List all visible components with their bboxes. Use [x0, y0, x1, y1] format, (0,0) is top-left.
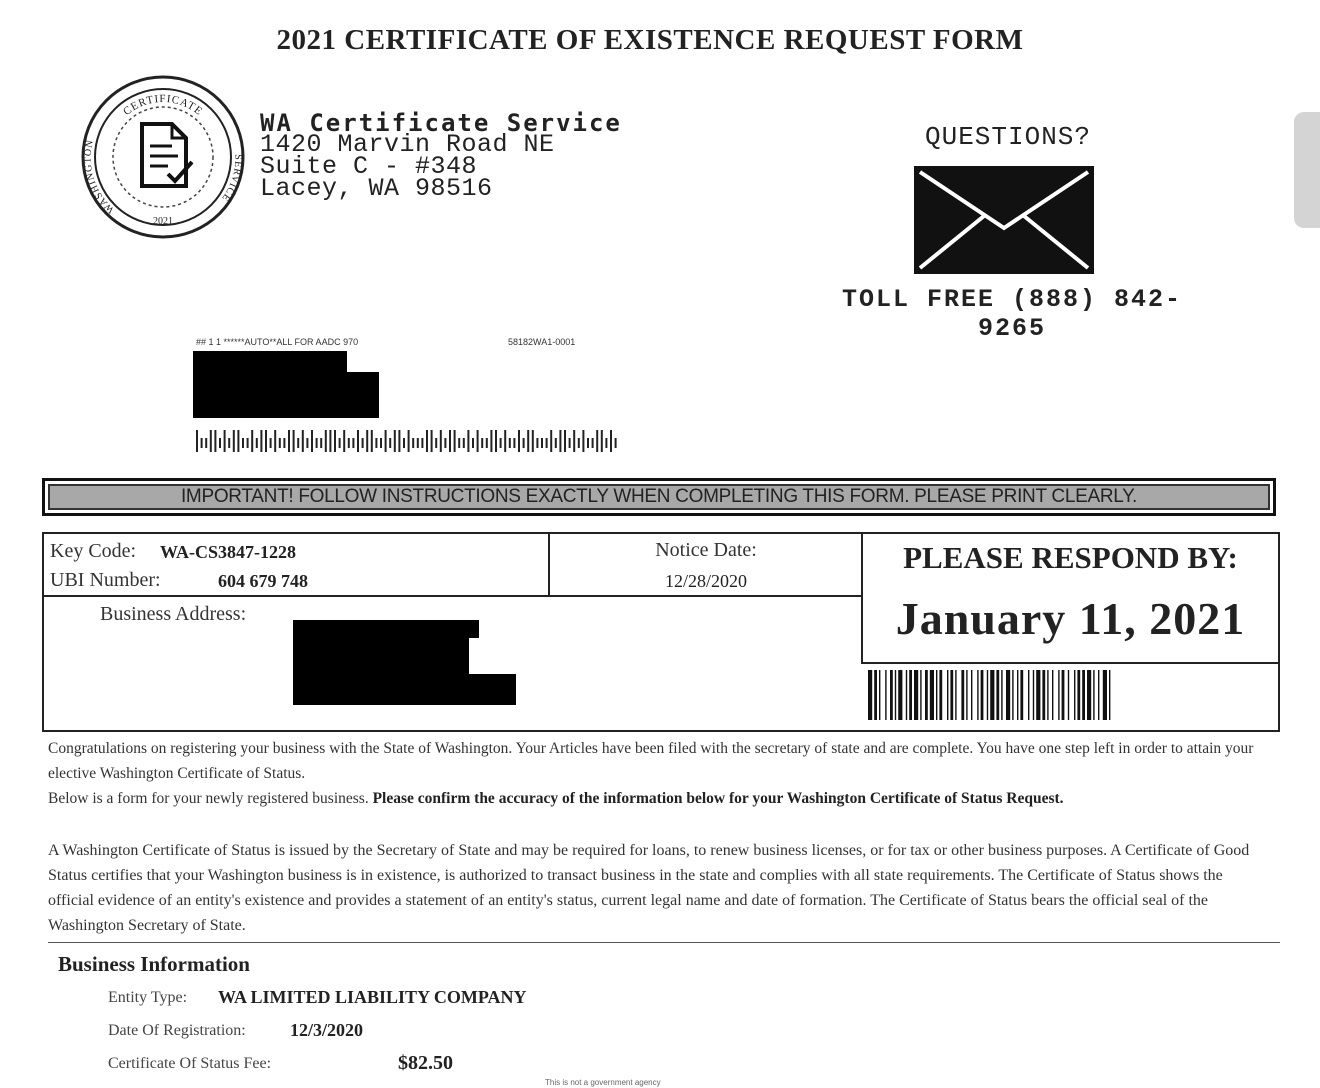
- barcode-bar: [509, 438, 511, 448]
- barcode-bar: [885, 670, 886, 720]
- barcode-bar: [375, 438, 377, 448]
- certificate-seal: [80, 74, 246, 240]
- redaction-block: [293, 620, 479, 638]
- barcode-bar: [977, 670, 978, 720]
- barcode-bar: [247, 438, 249, 448]
- barcode-bar: [279, 438, 281, 448]
- barcode-bar: [490, 430, 492, 452]
- notice-date-label: Notice Date:: [655, 539, 757, 561]
- barcode-bar: [283, 438, 285, 448]
- intro-paragraph: Congratulations on registering your business with the State of Washington. Your Articles have been filed with the secretary of state and are complete. You have one step left in order to attain your elective Washington Certificate of Status.: [48, 740, 1254, 782]
- barcode-bar: [214, 430, 216, 452]
- envelope-icon: [914, 166, 1094, 274]
- key-code-label: Key Code:: [50, 540, 137, 562]
- certificate-explanation: A Washington Certificate of Status is issued by the Secretary of State and may be required for loans, to renew business licenses, or for tax or other business purposes. A Certificate of Good Status certifies that your Washington business is in existence, is authorized to transact business in the state and complies with all state requirements. The Certificate of Status shows the official evidence of an entity's existence and provides a statement of an entity's status, current legal name and date of formation. The Certificate of Status bears the official seal of the Washington Secretary of State.: [48, 842, 1250, 934]
- barcode-bar: [1093, 670, 1094, 720]
- business-info-heading: Business Information: [58, 952, 250, 976]
- barcode-bar: [939, 670, 942, 720]
- barcode-bar: [481, 438, 483, 448]
- barcode-bar: [868, 670, 872, 720]
- barcode-bar: [251, 430, 253, 452]
- barcode-bar: [559, 430, 561, 452]
- barcode-bar: [228, 438, 230, 448]
- barcode-bar: [380, 438, 382, 448]
- barcode-bar: [513, 438, 515, 448]
- barcode-bar: [527, 430, 529, 452]
- barcode-bar: [909, 670, 912, 720]
- barcode-bar: [201, 438, 203, 448]
- notice-date-value: 12/28/2020: [664, 571, 747, 591]
- barcode-bar: [1074, 670, 1075, 720]
- barcode-bar: [615, 438, 617, 448]
- barcode-bar: [1098, 670, 1099, 720]
- important-notice: [42, 478, 1276, 516]
- seal-year: 2021: [153, 216, 173, 227]
- barcode-bar: [1012, 670, 1013, 720]
- mail-sort-line: ## 1 1 ******AUTO**ALL FOR AADC 970: [196, 337, 359, 347]
- barcode-bar: [306, 438, 308, 448]
- redaction-block: [193, 351, 347, 373]
- instruction-paragraph: [48, 786, 1268, 811]
- barcode-bar: [1087, 670, 1091, 720]
- barcode-bar: [966, 670, 967, 720]
- barcode-bar: [906, 670, 907, 720]
- sender-line-1: 1420 Marvin Road NE: [260, 130, 555, 159]
- redaction-block: [193, 372, 379, 418]
- seal-left-text: WASHINGTON: [82, 138, 117, 216]
- barcode-bar: [274, 430, 276, 452]
- barcode-bar: [1001, 670, 1002, 720]
- barcode-bar: [444, 438, 446, 448]
- barcode-bar: [550, 430, 552, 452]
- barcode-bar: [352, 438, 354, 448]
- redaction-block: [293, 674, 516, 705]
- fee-label: Certificate Of Status Fee:: [108, 1055, 272, 1072]
- barcode-bar: [486, 438, 488, 448]
- barcode-bar: [454, 430, 456, 452]
- barcode-bar: [1058, 670, 1059, 720]
- barcode-bar: [357, 430, 359, 452]
- barcode-icon: [866, 670, 1272, 722]
- seal-right-text: SERVICE: [218, 154, 244, 204]
- barcode-bar: [224, 430, 226, 452]
- respond-by-date: January 11, 2021: [895, 593, 1246, 644]
- barcode-bar: [288, 430, 290, 452]
- barcode-bar: [936, 670, 937, 720]
- barcode-bar: [339, 438, 341, 448]
- barcode-bar: [596, 430, 598, 452]
- barcode-bar: [394, 430, 396, 452]
- barcode-bar: [532, 430, 534, 452]
- sender-line-2: Suite C - #348: [260, 152, 478, 181]
- barcode-bar: [366, 430, 368, 452]
- barcode-bar: [874, 670, 877, 720]
- instruction-text: Below is a form for your newly registered business.: [48, 790, 373, 807]
- barcode-bar: [371, 430, 373, 452]
- barcode-bar: [311, 430, 313, 452]
- barcode-bar: [1047, 670, 1048, 720]
- ubi-value: 604 679 748: [218, 571, 308, 591]
- barcode-bar: [1017, 670, 1018, 720]
- scrollbar-handle[interactable]: [1294, 112, 1320, 228]
- key-code-value: WA-CS3847-1228: [160, 542, 297, 562]
- respond-by-label: PLEASE RESPOND BY:: [903, 540, 1238, 575]
- barcode-bar: [947, 670, 948, 720]
- barcode-bar: [610, 430, 612, 452]
- barcode-bar: [990, 670, 994, 720]
- barcode-bar: [1033, 670, 1034, 720]
- barcode-bar: [458, 438, 460, 448]
- barcode-bar: [546, 438, 548, 448]
- barcode-bar: [408, 430, 410, 452]
- registration-date-value: 12/3/2020: [290, 1020, 364, 1040]
- barcode-bar: [500, 438, 502, 448]
- barcode-bar: [233, 430, 235, 452]
- sender-line-3: Lacey, WA 98516: [260, 174, 493, 203]
- barcode-bar: [536, 438, 538, 448]
- barcode-bar: [467, 430, 469, 452]
- questions-label: QUESTIONS?: [924, 122, 1092, 152]
- toll-free-phone[interactable]: TOLL FREE (888) 842-9265: [841, 285, 1183, 343]
- barcode-bar: [961, 670, 964, 720]
- barcode-bar: [1042, 670, 1045, 720]
- barcode-bar: [1103, 670, 1107, 720]
- barcode-bar: [293, 430, 295, 452]
- barcode-bar: [431, 430, 433, 452]
- barcode-bar: [435, 438, 437, 448]
- barcode-bar: [398, 430, 400, 452]
- barcode-bar: [362, 438, 364, 448]
- important-notice-text: IMPORTANT! FOLLOW INSTRUCTIONS EXACTLY WHEN COMPLETING THIS FORM. PLEASE PRINT CLEARLY.: [48, 484, 1270, 510]
- barcode-bar: [555, 438, 557, 448]
- barcode-bar: [329, 430, 331, 452]
- barcode-bar: [569, 438, 571, 448]
- barcode-bar: [449, 430, 451, 452]
- barcode-bar: [417, 438, 419, 448]
- barcode-bar: [385, 430, 387, 452]
- barcode-bar: [925, 670, 928, 720]
- barcode-bar: [890, 670, 893, 720]
- business-address-label: Business Address:: [100, 603, 247, 625]
- barcode-bar: [582, 430, 584, 452]
- barcode-bar: [256, 438, 258, 448]
- barcode-bar: [587, 438, 589, 448]
- entity-type-value: WA LIMITED LIABILITY COMPANY: [218, 987, 527, 1007]
- barcode-bar: [914, 670, 918, 720]
- footer-disclaimer: This is not a government agency: [545, 1078, 661, 1087]
- barcode-bar: [920, 670, 921, 720]
- barcode-bar: [592, 438, 594, 448]
- barcode-bar: [1109, 670, 1110, 720]
- barcode-bar: [348, 438, 350, 448]
- barcode-bar: [573, 430, 575, 452]
- barcode-bar: [421, 438, 423, 448]
- barcode-bar: [981, 670, 984, 720]
- redaction-block: [293, 637, 469, 677]
- barcode-bar: [1082, 670, 1085, 720]
- barcode-bar: [463, 438, 465, 448]
- barcode-bar: [564, 430, 566, 452]
- sender-address: [260, 109, 622, 203]
- barcode-bar: [302, 430, 304, 452]
- barcode-bar: [210, 430, 212, 452]
- barcode-bar: [971, 670, 972, 720]
- barcode-bar: [325, 430, 327, 452]
- barcode-bar: [930, 670, 934, 720]
- ubi-label: UBI Number:: [50, 569, 161, 591]
- barcode-bar: [1036, 670, 1040, 720]
- barcode-bar: [1006, 670, 1010, 720]
- barcode-bar: [334, 430, 336, 452]
- barcode-bar: [996, 670, 999, 720]
- barcode-bar: [320, 438, 322, 448]
- barcode-bar: [297, 438, 299, 448]
- barcode-bar: [265, 430, 267, 452]
- barcode-bar: [955, 670, 956, 720]
- sender-name: WA Certificate Service: [260, 109, 622, 137]
- barcode-bar: [219, 438, 221, 448]
- barcode-bar: [389, 438, 391, 448]
- barcode-bar: [343, 430, 345, 452]
- barcode-bar: [472, 438, 474, 448]
- seal-top-text: CERTIFICATE: [121, 92, 205, 119]
- barcode-bar: [495, 430, 497, 452]
- mail-tracking-number: 58182WA1-0001: [508, 337, 576, 347]
- section-divider: [48, 942, 1280, 943]
- registration-date-label: Date Of Registration:: [108, 1022, 246, 1039]
- instruction-emphasis: Please confirm the accuracy of the information below for your Washington Certificate of Status Request.: [372, 790, 1064, 807]
- barcode-bar: [205, 438, 207, 448]
- barcode-bar: [601, 430, 603, 452]
- barcode-bar: [403, 438, 405, 448]
- barcode-bar: [260, 430, 262, 452]
- page-title: 2021 CERTIFICATE OF EXISTENCE REQUEST FORM: [276, 24, 1024, 56]
- barcode-bar: [605, 438, 607, 448]
- barcode-bar: [242, 438, 244, 448]
- fee-value: $82.50: [398, 1052, 453, 1074]
- barcode-bar: [895, 670, 896, 720]
- barcode-bar: [477, 430, 479, 452]
- barcode-bar: [196, 430, 198, 452]
- entity-type-label: Entity Type:: [108, 989, 188, 1006]
- barcode-bar: [1020, 670, 1023, 720]
- barcode-bar: [523, 438, 525, 448]
- barcode-bar: [504, 430, 506, 452]
- barcode-bar: [950, 670, 953, 720]
- barcode-bar: [879, 670, 880, 720]
- barcode-bar: [1028, 670, 1029, 720]
- postal-barcode-icon: [196, 430, 620, 454]
- cell-divider: [42, 595, 862, 597]
- barcode-bar: [518, 430, 520, 452]
- barcode-bar: [316, 438, 318, 448]
- barcode-bar: [1068, 670, 1069, 720]
- barcode-bar: [987, 670, 988, 720]
- barcode-bar: [1052, 670, 1053, 720]
- barcode-bar: [270, 438, 272, 448]
- barcode-bar: [898, 670, 902, 720]
- barcode-bar: [1077, 670, 1080, 720]
- barcode-bar: [426, 430, 428, 452]
- barcode-bar: [541, 438, 543, 448]
- barcode-bar: [440, 430, 442, 452]
- barcode-bar: [1062, 670, 1065, 720]
- barcode-bar: [412, 438, 414, 448]
- barcode-bar: [578, 438, 580, 448]
- barcode-bar: [237, 430, 239, 452]
